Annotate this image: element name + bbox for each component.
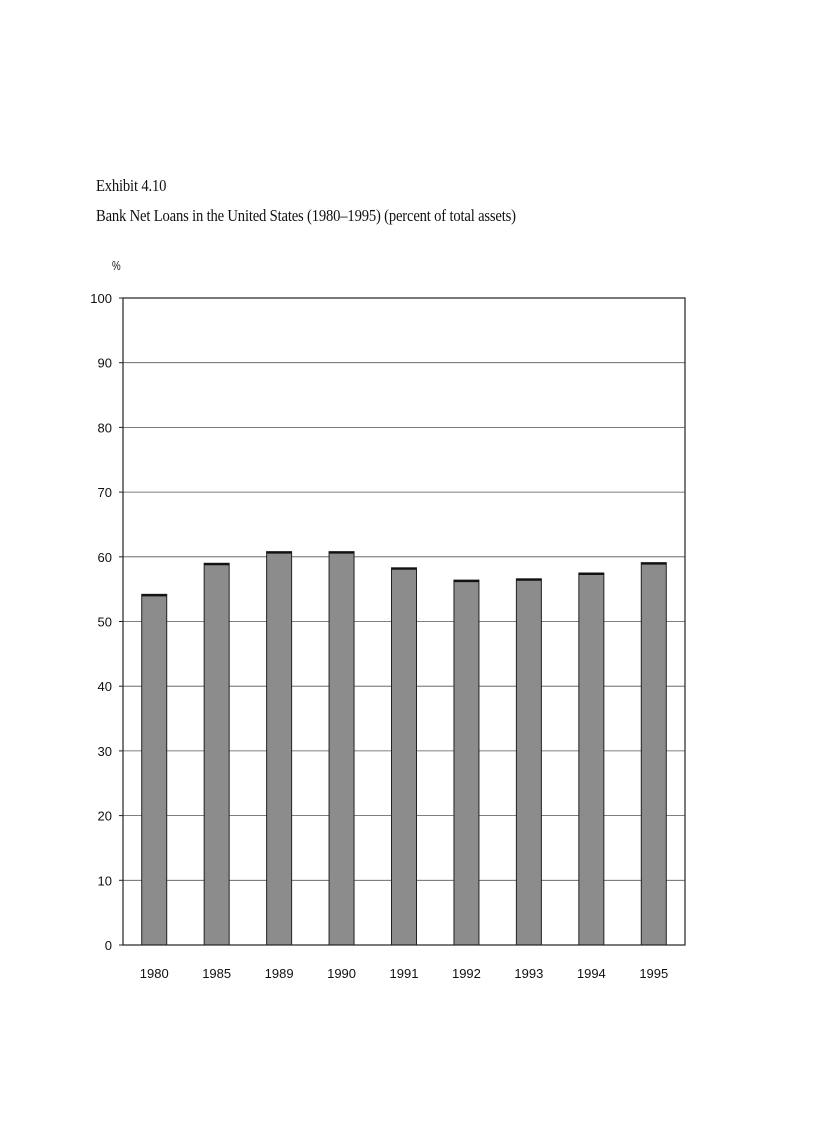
y-tick-label: 80 xyxy=(97,420,112,436)
bar-1991 xyxy=(392,568,417,945)
x-tick-label-1991: 1991 xyxy=(389,966,419,981)
y-tick-label: 0 xyxy=(104,938,112,953)
x-axis-ticks xyxy=(140,966,668,981)
bar-1989 xyxy=(267,552,292,945)
x-tick-label-1989: 1989 xyxy=(264,966,294,981)
bar-1994 xyxy=(579,573,604,945)
y-tick-label: 60 xyxy=(97,549,112,565)
x-tick-label-1990: 1990 xyxy=(327,966,357,981)
y-axis-ticks xyxy=(90,291,123,953)
y-tick-label: 100 xyxy=(90,291,112,306)
bar-1990 xyxy=(329,552,354,945)
y-tick-label: 90 xyxy=(97,355,112,371)
y-tick-label: 30 xyxy=(97,743,112,759)
bar-1993 xyxy=(516,579,541,945)
x-tick-label-1992: 1992 xyxy=(451,966,481,981)
bar-1985 xyxy=(204,563,229,945)
y-tick-label: 70 xyxy=(97,485,112,501)
x-tick-label-1980: 1980 xyxy=(139,966,169,981)
y-tick-label: 20 xyxy=(97,808,112,824)
y-tick-label: 10 xyxy=(97,873,112,889)
x-tick-label-1994: 1994 xyxy=(576,966,606,981)
bar-1980 xyxy=(142,594,167,945)
x-tick-label-1995: 1995 xyxy=(639,966,669,981)
bar-1995 xyxy=(641,563,666,945)
x-tick-label-1985: 1985 xyxy=(202,966,232,981)
x-tick-label-1993: 1993 xyxy=(514,966,544,981)
bars xyxy=(142,552,667,945)
y-tick-label: 40 xyxy=(97,679,112,695)
y-tick-label: 50 xyxy=(97,614,112,630)
y-axis-unit-label: % xyxy=(112,258,121,273)
chart-title: Bank Net Loans in the United States (1980–1995) (percent of total assets) xyxy=(96,206,516,225)
exhibit-label: Exhibit 4.10 xyxy=(96,176,167,195)
bar-1992 xyxy=(454,580,479,945)
